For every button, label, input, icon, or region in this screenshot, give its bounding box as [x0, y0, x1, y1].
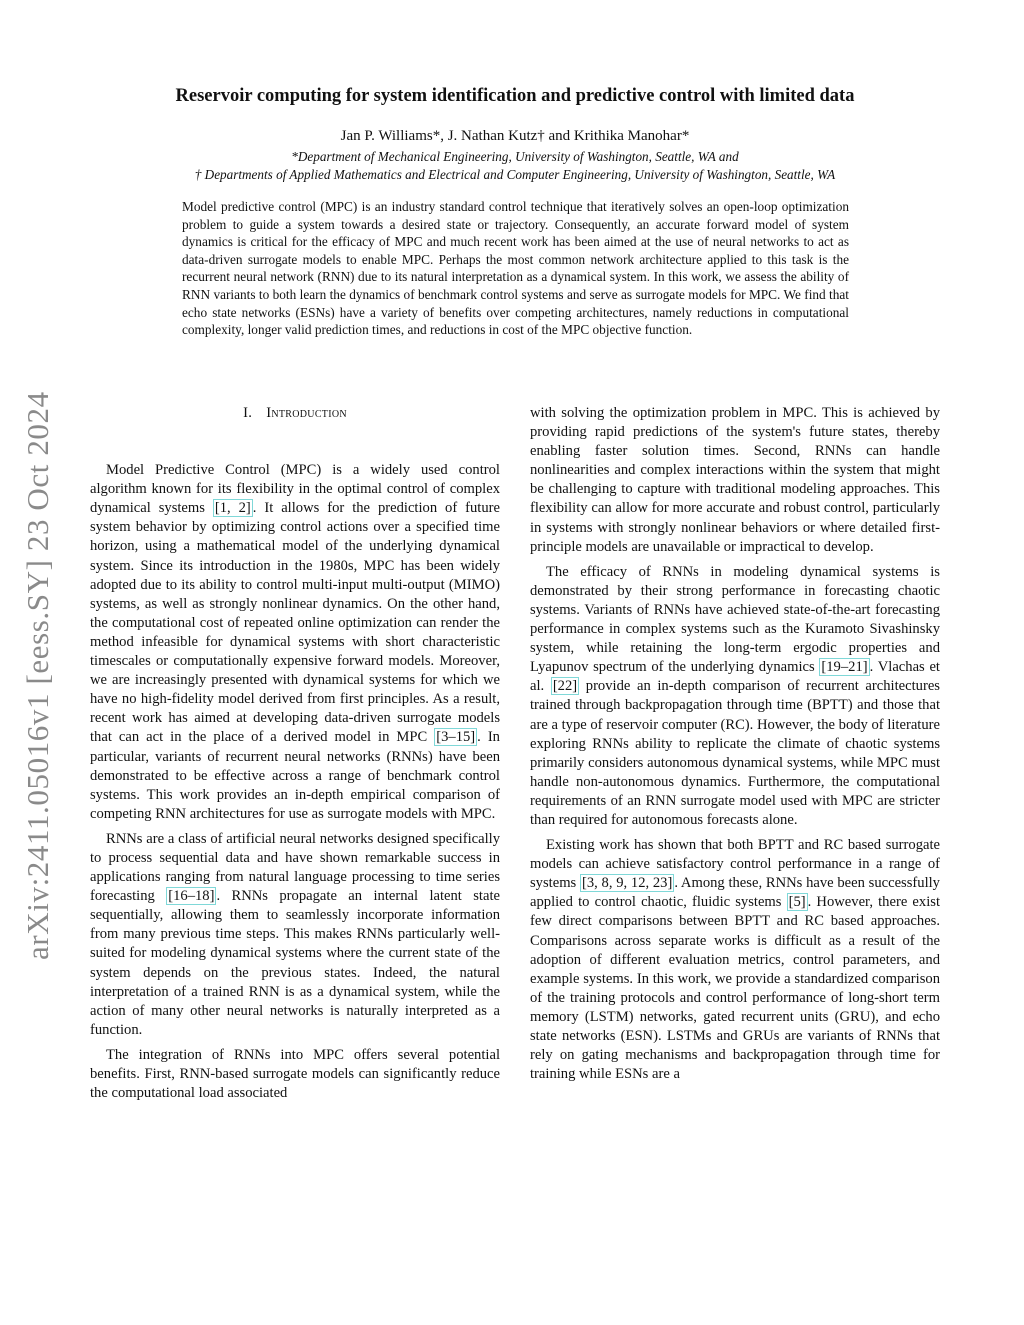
intro-paragraph-5: Existing work has shown that both BPTT and RC based surrogate models can achieve satisfactory control performance in a range of systems [3, 8, 9, 12, 23] . Among these, RNNs have been successfully applied to control chaotic, fluidic systems [5] . However, there exist few direct comparisons between BPTT and RC based approaches. Comparisons across separate works is difficult as a result of the adoption of different evaluation metrics, control parameters, and example systems. In this work, we provide a standardized comparison of the training protocols and control performance of long-short term memory (LSTM) networks, gated recurrent units (GRU), and echo state networks (ESN). LSTMs and GRUs are variants of RNNs that rely on gating mechanisms and backpropagation through time for training while ESNs are a — [530, 837, 940, 1083]
intro-paragraph-4: The efficacy of RNNs in modeling dynamical systems is demonstrated by their strong performance in forecasting chaotic systems. Variants of RNNs have achieved state-of-the-art forecasting performance in complex systems such as the Kuramoto Sivashinsky system, while retaining the long-term ergodic properties and Lyapunov spectrum of the underlying dynamics [19–21] . Vlachas et al. [22] provide an in-depth comparison of recurrent architectures trained through backpropagation through time (BPTT) and those that are a type of reservoir computer (RC). However, the body of literature exploring RNNs ability to replicate the climate of chaotic systems primarily considers autonomous dynamical systems, while MPC must handle non-autonomous dynamics. Furthermore, the computational requirements of an RNN surrogate model used with MPC are stricter than required for autonomous forecasts alone. — [530, 563, 940, 828]
citation-link[interactable]: [16–18] — [168, 888, 215, 905]
citation-link[interactable]: [19–21] — [821, 659, 868, 676]
section-heading — [90, 404, 500, 423]
citation-link[interactable]: [5] — [788, 894, 806, 911]
right-column — [530, 404, 940, 1090]
paper-title: Reservoir computing for system identification and predictive control with limited data — [175, 86, 855, 106]
section-number: I. — [243, 405, 253, 421]
intro-paragraph-3: The integration of RNNs into MPC offers several potential benefits. First, RNN-based surrogate models can significantly reduce the computational load associated — [90, 1046, 500, 1102]
left-column — [90, 404, 500, 1109]
affiliation-1: *Department of Mechanical Engineering, University of Washington, Seattle, WA and — [291, 149, 739, 164]
abstract: Model predictive control (MPC) is an industry standard control technique that iteratively solves an open-loop optimization problem to guide a system towards a desired state or trajectory. Consequently, an accurate forward model of system dynamics is critical for the efficacy of MPC and much recent work has been aimed at the use of neural networks to act as data-driven surrogate models to enable MPC. Perhaps the most common network architecture applied to this task is the recurrent neural network (RNN) due to its natural interpretation as a dynamical system. In this work, we assess the ability of RNN variants to both learn the dynamics of benchmark control systems and serve as surrogate models for MPC. We find that echo state networks (ESNs) have a variety of benefits over competing architectures, namely reductions in computational complexity, longer valid prediction times, and reductions in cost of the MPC objective function. — [182, 199, 849, 338]
affiliation-2: † Departments of Applied Mathematics and Electrical and Computer Engineering, University of Washington, Seattle, WA — [194, 167, 836, 182]
citation-link[interactable]: [3–15] — [436, 729, 476, 746]
intro-paragraph-2: RNNs are a class of artificial neural networks designed specifically to process sequential data and have shown remarkable success in applications ranging from natural language processing to time series forecasting [16–18] . RNNs propagate an internal latent state sequentially, allowing them to seamlessly incorporate information from many previous time steps. This makes RNNs particularly well-suited for modeling dynamical systems where the current state of the system depends on the previous states. Indeed, the natural interpretation of a trained RNN is as a dynamical system, while the action of many other neural networks is naturally interpreted as a function. — [90, 830, 500, 1038]
citation-link[interactable]: [3, 8, 9, 12, 23] — [581, 875, 673, 892]
intro-paragraph-3-continued: with solving the optimization problem in MPC. This is achieved by providing rapid predictions of the system's future states, thereby enabling faster solution times. Second, RNNs can handle nonlinearities and complex interactions within the system that might be challenging to capture with traditional modeling approaches. This flexibility can allow for more accurate and robust control, particularly in systems with strongly nonlinear behaviors or where detailed first-principle models are unavailable or impractical to develop. — [530, 405, 940, 555]
arxiv-identifier-stamp: arXiv:2411.05016v1 [eess.SY] 23 Oct 2024 — [20, 391, 55, 960]
section-title: Introduction — [266, 405, 347, 421]
citation-link[interactable]: [22] — [552, 678, 578, 695]
intro-paragraph-1: Model Predictive Control (MPC) is a widely used control algorithm known for its flexibility in the optimal control of complex dynamical systems [1, 2] . It allows for the prediction of future system behavior by optimizing control actions over a specified time horizon, using a mathematical model of the underlying dynamical system. Since its introduction in the 1980s, MPC has been widely adopted due to its ability to control multi-input multi-output (MIMO) systems, as well as strongly nonlinear dynamics. On the other hand, the computational cost of repeated online optimization can render the method infeasible for dynamical systems with short characteristic timescales or computationally expensive forward models. Moreover, we are increasingly presented with dynamical systems for which we have no high-fidelity model derived from first principles. As a result, recent work has aimed at developing data-driven surrogate models that can act in the place of a derived model in MPC [3–15] . In particular, variants of recurrent neural networks (RNNs) have been demonstrated to be effective across a range of benchmark control systems. This work provides an in-depth empirical comparison of competing RNN architectures for use as surrogate models with MPC. — [90, 462, 500, 822]
citation-link[interactable]: [1, 2] — [214, 500, 251, 517]
author-list: Jan P. Williams*, J. Nathan Kutz† and Krithika Manohar* — [340, 128, 690, 144]
